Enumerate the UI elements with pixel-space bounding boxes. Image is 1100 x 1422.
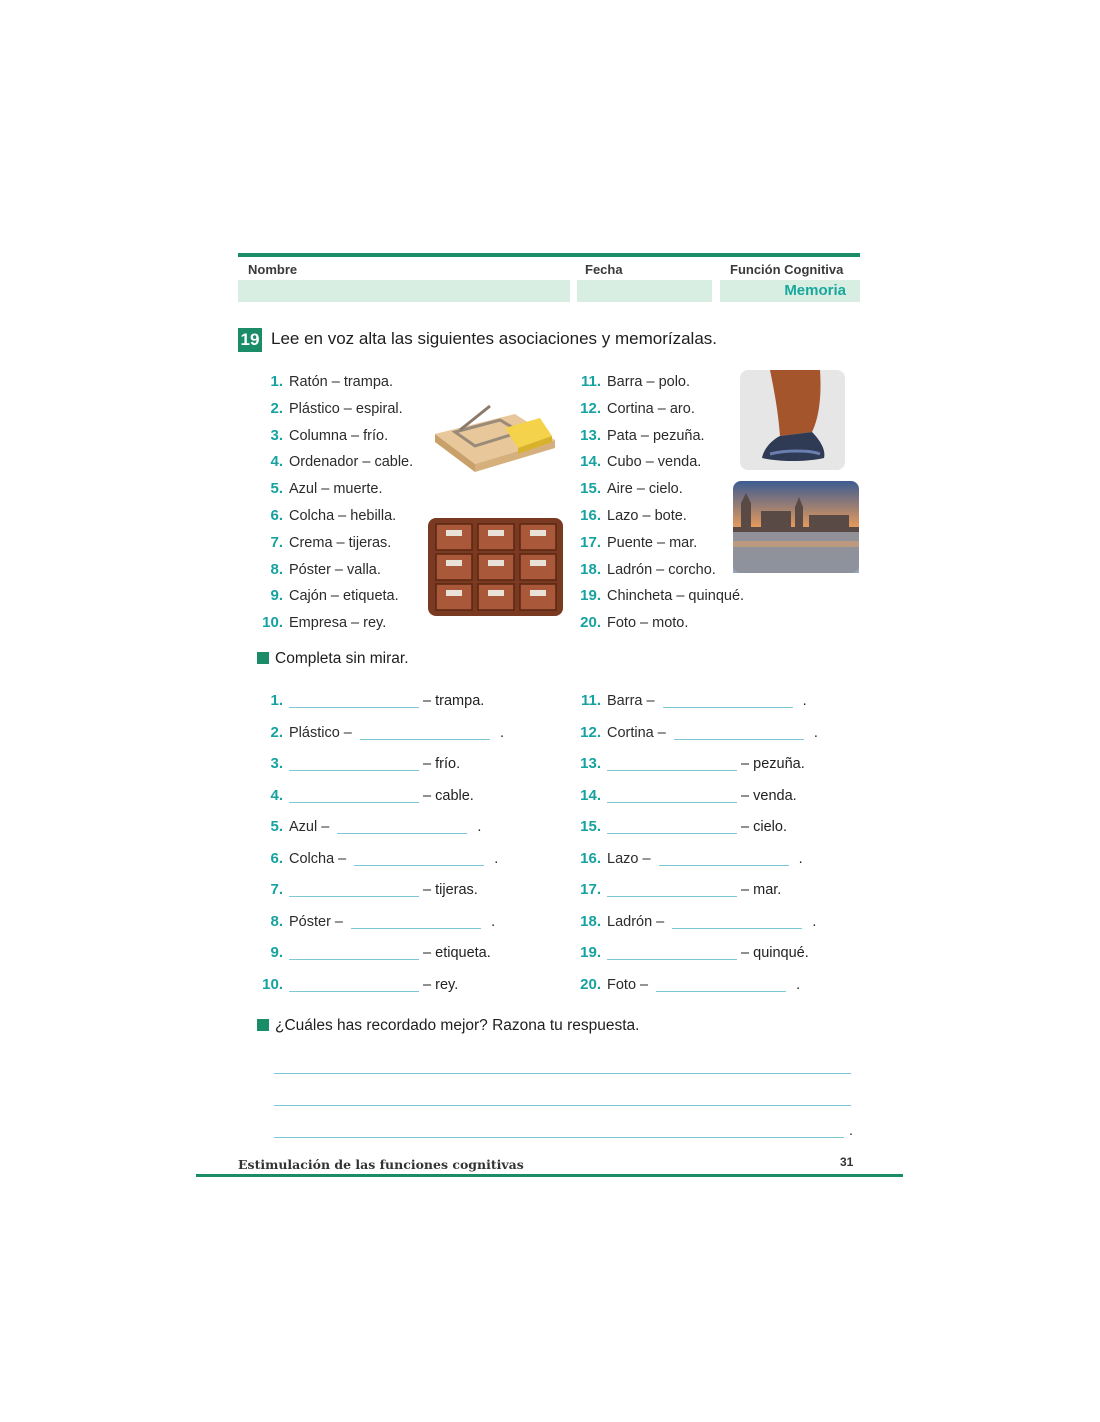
prompt-word: – venda.	[741, 787, 797, 804]
item-number: 4.	[270, 786, 283, 804]
answer-line-2[interactable]	[274, 1105, 851, 1106]
end-mark: .	[813, 724, 818, 741]
association-item	[576, 611, 688, 635]
item-number: 10.	[262, 614, 283, 632]
complete-item	[258, 847, 498, 871]
answer-blank[interactable]	[360, 725, 490, 740]
exercise-title: Lee en voz alta las siguientes asociaciones y memorízalas.	[271, 329, 718, 348]
item-number: 2.	[270, 723, 283, 741]
prompt-word: – mar.	[741, 882, 782, 898]
item-number: 5.	[270, 818, 283, 835]
item-number: 17.	[580, 533, 601, 551]
prompt-word: Colcha –	[289, 850, 347, 867]
item-number: 20.	[580, 975, 601, 993]
footer-book-title: Estimulación de las funciones cognitivas	[238, 1157, 524, 1172]
item-number: 19.	[580, 944, 601, 961]
item-number: 6.	[270, 507, 283, 524]
association-item	[258, 558, 381, 582]
end-mark: .	[477, 819, 482, 835]
association-item	[576, 558, 716, 582]
prompt-word: – trampa.	[423, 693, 485, 709]
nombre-field[interactable]	[238, 280, 570, 302]
association-text: Póster – valla.	[289, 561, 381, 578]
answer-blank[interactable]	[607, 788, 737, 803]
association-item	[258, 531, 391, 555]
answer-blank[interactable]	[354, 851, 484, 866]
complete-item	[258, 973, 458, 997]
item-number: 19.	[580, 587, 601, 605]
answer-blank[interactable]	[289, 977, 419, 992]
association-text: Cajón – etiqueta.	[289, 588, 399, 605]
association-text: Chincheta – quinqué.	[607, 588, 745, 605]
item-number: 18.	[580, 912, 601, 930]
item-number: 6.	[270, 849, 283, 867]
complete-item	[258, 721, 504, 745]
item-number: 7.	[270, 533, 283, 551]
item-number: 15.	[580, 480, 601, 498]
complete-item	[576, 752, 805, 776]
association-item	[258, 450, 413, 474]
association-text: Azul – muerte.	[289, 481, 383, 498]
item-number: 20.	[580, 614, 601, 632]
item-number: 11.	[580, 373, 601, 390]
complete-item	[258, 878, 478, 902]
answer-line-3[interactable]	[274, 1137, 844, 1138]
association-text: Foto – moto.	[607, 615, 689, 632]
answer-blank[interactable]	[289, 693, 419, 708]
end-mark: .	[802, 693, 807, 709]
complete-item	[258, 815, 481, 839]
funcion-value: Memoria	[720, 280, 860, 302]
fecha-label: Fecha	[585, 262, 623, 277]
association-text: Ladrón – corcho.	[607, 561, 716, 578]
item-number: 15.	[580, 818, 601, 835]
answer-blank[interactable]	[289, 756, 419, 771]
complete-item	[258, 689, 484, 713]
answer-blank[interactable]	[607, 756, 737, 771]
association-item	[258, 584, 399, 608]
answer-blank[interactable]	[289, 882, 419, 897]
answer-blank[interactable]	[337, 819, 467, 834]
prompt-word: Barra –	[607, 693, 655, 709]
item-number: 4.	[270, 453, 283, 471]
answer-blank[interactable]	[351, 914, 481, 929]
prompt-word: Ladrón –	[607, 913, 665, 930]
item-number: 16.	[580, 507, 601, 524]
association-item	[576, 424, 705, 448]
association-item	[576, 397, 695, 421]
prompt-word: – tijeras.	[423, 882, 478, 898]
association-item	[258, 611, 386, 635]
item-number: 17.	[580, 881, 601, 898]
association-item	[576, 477, 683, 501]
item-number: 1.	[270, 373, 283, 390]
answer-blank[interactable]	[607, 819, 737, 834]
complete-item	[258, 910, 495, 934]
prompt-word: – cielo.	[741, 819, 787, 835]
association-text: Lazo – bote.	[607, 508, 687, 524]
item-number: 9.	[270, 944, 283, 961]
association-item	[576, 450, 701, 474]
question-heading: ¿Cuáles has recordado mejor? Razona tu respuesta.	[257, 1017, 639, 1035]
association-text: Puente – mar.	[607, 534, 698, 551]
item-number: 12.	[580, 399, 601, 417]
drawers-image	[428, 518, 563, 616]
answer-line-1[interactable]	[274, 1073, 851, 1074]
association-text: Ratón – trampa.	[289, 374, 393, 390]
complete-item	[576, 784, 797, 808]
page-number: 31	[840, 1155, 854, 1169]
prompt-word: Lazo –	[607, 850, 651, 867]
association-text: Barra – polo.	[607, 374, 691, 390]
association-text: Aire – cielo.	[607, 481, 683, 498]
prompt-word: Azul –	[289, 819, 330, 835]
association-text: Pata – pezuña.	[607, 427, 705, 444]
answer-blank[interactable]	[607, 882, 737, 897]
association-item	[576, 504, 687, 528]
answer-blank[interactable]	[607, 945, 737, 960]
end-mark: .	[491, 913, 496, 930]
fecha-field[interactable]	[577, 280, 712, 302]
end-mark: .	[796, 976, 801, 993]
complete-item	[576, 878, 781, 902]
complete-item	[258, 752, 460, 776]
answer-end-mark: .	[849, 1122, 853, 1138]
association-item	[258, 477, 383, 501]
prompt-word: – rey.	[423, 976, 459, 993]
prompt-word: Foto –	[607, 976, 649, 993]
end-mark: .	[494, 850, 499, 867]
section-square-icon	[257, 652, 269, 664]
association-text: Cortina – aro.	[607, 400, 695, 417]
prompt-word: – pezuña.	[741, 756, 805, 772]
item-number: 12.	[580, 723, 601, 741]
prompt-word: – cable.	[423, 787, 474, 804]
association-text: Ordenador – cable.	[289, 454, 414, 471]
answer-blank[interactable]	[289, 945, 419, 960]
association-text: Plástico – espiral.	[289, 400, 403, 417]
complete-item	[576, 910, 816, 934]
end-mark: .	[798, 850, 803, 867]
prompt-word: Plástico –	[289, 724, 352, 741]
answer-blank[interactable]	[663, 693, 793, 708]
complete-item	[576, 815, 787, 839]
association-text: Cubo – venda.	[607, 454, 702, 471]
header-top-rule	[238, 253, 860, 257]
association-text: Colcha – hebilla.	[289, 508, 397, 524]
complete-item	[576, 941, 809, 965]
exercise-number-badge: 19	[238, 328, 262, 352]
association-item	[258, 370, 393, 394]
answer-blank[interactable]	[656, 977, 786, 992]
mousetrap-image	[430, 392, 560, 474]
answer-blank[interactable]	[674, 725, 804, 740]
association-item	[576, 370, 690, 394]
item-number: 10.	[262, 975, 283, 993]
item-number: 1.	[270, 692, 283, 709]
item-number: 14.	[580, 453, 601, 471]
complete-item	[258, 784, 474, 808]
nombre-label: Nombre	[248, 262, 298, 277]
item-number: 11.	[580, 692, 601, 709]
association-text: Empresa – rey.	[289, 615, 387, 632]
hoof-image	[740, 370, 845, 470]
answer-blank[interactable]	[289, 788, 419, 803]
complete-item	[576, 973, 800, 997]
funcion-cognitiva-label: Función Cognitiva	[730, 262, 844, 277]
prompt-word: Cortina –	[607, 724, 666, 741]
footer-rule	[196, 1174, 903, 1177]
association-item	[258, 424, 388, 448]
item-number: 3.	[270, 755, 283, 772]
association-item	[258, 504, 396, 528]
prompt-word: Póster –	[289, 913, 343, 930]
prompt-word: – frío.	[423, 756, 461, 772]
answer-blank[interactable]	[659, 851, 789, 866]
item-number: 9.	[270, 587, 283, 605]
item-number: 7.	[270, 881, 283, 898]
section-square-icon	[257, 1019, 269, 1031]
item-number: 14.	[580, 786, 601, 804]
bridge-city-image	[733, 481, 859, 573]
item-number: 2.	[270, 399, 283, 417]
item-number: 5.	[270, 480, 283, 498]
association-text: Columna – frío.	[289, 427, 389, 444]
item-number: 8.	[270, 560, 283, 578]
prompt-word: – quinqué.	[741, 945, 809, 961]
item-number: 8.	[270, 912, 283, 930]
prompt-word: – etiqueta.	[423, 945, 491, 961]
association-text: Crema – tijeras.	[289, 534, 392, 551]
complete-heading: Completa sin mirar.	[257, 650, 409, 668]
item-number: 13.	[580, 755, 601, 772]
answer-blank[interactable]	[672, 914, 802, 929]
end-mark: .	[812, 913, 817, 930]
association-item	[576, 531, 697, 555]
complete-item	[576, 721, 818, 745]
end-mark: .	[499, 724, 504, 741]
association-item	[258, 397, 403, 421]
complete-item	[258, 941, 491, 965]
complete-item	[576, 847, 803, 871]
item-number: 18.	[580, 560, 601, 578]
complete-item	[576, 689, 807, 713]
item-number: 13.	[580, 426, 601, 444]
association-item	[576, 584, 744, 608]
item-number: 3.	[270, 426, 283, 444]
item-number: 16.	[580, 849, 601, 867]
